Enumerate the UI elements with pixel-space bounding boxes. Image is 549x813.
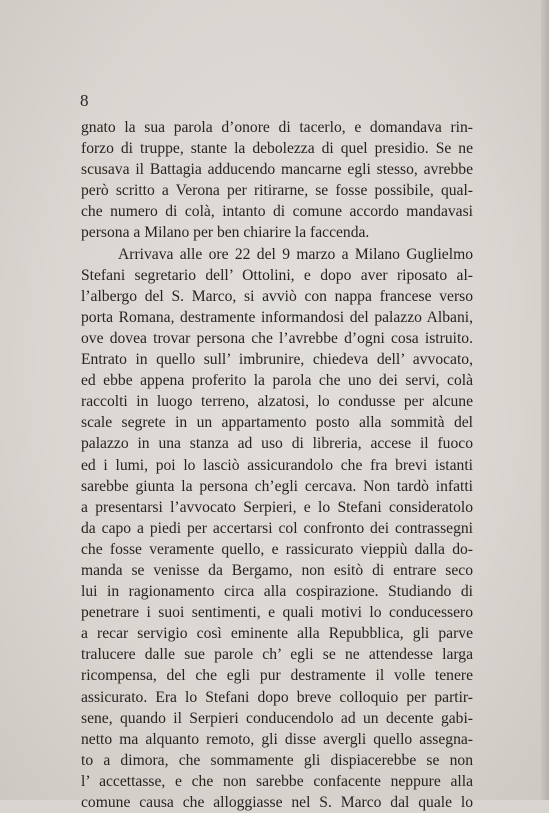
- text-line: sene, quando il Serpieri conducendolo ad un decente gabi-: [81, 709, 473, 727]
- text-line: che numero di colà, intanto di comune accordo mandavasi: [81, 203, 473, 221]
- text-line: sarebbe giunta la persona ch’egli cercava. Non tardò infatti: [81, 477, 473, 495]
- text-line: a recar servigio così eminente alla Repubblica, gli parve: [81, 625, 473, 643]
- text-line: ricompensa, del che egli pur destramente il volle tenere: [81, 667, 473, 685]
- body-text: [81, 117, 473, 813]
- text-line: assicurato. Era lo Stefani dopo breve colloquio per partir-: [81, 688, 473, 706]
- text-line: l’albergo del S. Marco, si avviò con nappa francese verso: [81, 287, 473, 305]
- text-line: Arrivava alle ore 22 del 9 marzo a Milano Guglielmo: [118, 245, 473, 263]
- text-line: gnato la sua parola d’onore di tacerlo, e domandava rin-: [81, 119, 473, 136]
- text-line: tralucere dalle sue parole ch’ egli se ne attendesse larga: [81, 646, 473, 664]
- text-line: comune causa che alloggiasse nel S. Marco dal quale lo: [81, 794, 473, 811]
- text-line: to a dimora, che sommamente gli dispiacerebbe se non: [81, 751, 473, 769]
- text-line: netto ma alquanto remoto, gli disse avergli quello assegna-: [81, 730, 473, 748]
- page-number: 8: [80, 91, 89, 110]
- text-line: ed ebbe appena proferito la parola che uno dei servi, colà: [81, 372, 473, 390]
- text-line: penetrare i suoi sentimenti, e quali motivi lo conducessero: [81, 604, 473, 622]
- text-line: raccolti in luogo terreno, alzatosi, lo condusse per alcune: [81, 393, 473, 411]
- text-line: palazzo in una stanza ad uso di libreria, accese il fuoco: [81, 435, 473, 453]
- text-line: Stefani segretario dell’ Ottolini, e dopo aver riposato al-: [81, 266, 473, 284]
- text-line: scale segrete in un appartamento posto alla sommità del: [81, 414, 473, 432]
- text-line: scusava il Battagia adducendo mancarne egli stesso, avrebbe: [81, 161, 473, 179]
- text-line: ed i lumi, poi lo lasciò assicurandolo che fra brevi istanti: [81, 456, 473, 474]
- text-line: lui in ragionamento circa alla cospirazione. Studiando di: [81, 583, 473, 601]
- page-edge: [541, 0, 549, 800]
- text-line: porta Romana, destramente informandosi del palazzo Albani,: [81, 308, 473, 326]
- text-line: persona a Milano per ben chiarire la faccenda.: [81, 224, 370, 242]
- text-line: che fosse veramente quello, e rassicurato vieppiù dalla do-: [81, 540, 473, 558]
- text-line: da capo a piedi per accertarsi col confronto dei contrassegni: [81, 519, 473, 537]
- text-line: a presentarsi l’avvocato Serpieri, e lo Stefani consideratolo: [81, 498, 473, 516]
- text-line: Entrato in quello sull’ imbrunire, chiedeva dell’ avvocato,: [81, 351, 473, 369]
- text-line: ove dovea trovar persona che l’avrebbe d’ogni cosa istruito.: [81, 329, 473, 347]
- text-line: forzo di truppe, stante la debolezza di quel presidio. Se ne: [81, 140, 473, 158]
- text-line: manda se venisse da Bergamo, non esitò di entrare seco: [81, 561, 473, 579]
- text-line: l’ accettasse, e che non sarebbe confacente neppure alla: [81, 772, 473, 790]
- text-line: però scritto a Verona per ritirarne, se fosse possibile, qual-: [81, 182, 473, 200]
